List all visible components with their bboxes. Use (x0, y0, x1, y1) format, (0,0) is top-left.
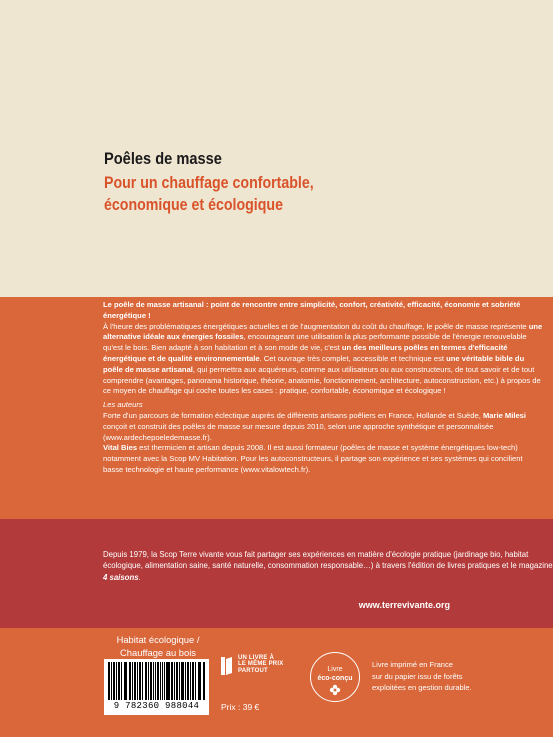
book-price-logo-icon (220, 656, 234, 676)
barcode-bars (108, 662, 205, 700)
prix-logo-line-3: PARTOUT (238, 667, 268, 674)
prix-logo-text (238, 655, 283, 674)
body-part: , qui permettra aux acquéreurs, comme aux utilisateurs ou aux constructeurs, de tout savoir et de tout comprendre (avantages, panorama historique, théorie, anatomie, fonctionnement, architecture, autoconstruction, etc.) à propos de ce moyen de chauffage qui coche toutes les cases : pratique, confortable, économique et écologique ! (103, 364, 541, 396)
subtitle-line-1: Pour un chauffage confortable, (104, 174, 314, 192)
barcode-bar (142, 662, 143, 700)
body-emphasis: une alternative idéale aux énergies fossiles (103, 321, 543, 342)
author-2-bio (103, 443, 543, 475)
description-lead: Le poêle de masse artisanal : point de rencontre entre simplicité, confort, créativité, efficacité, économie et sobriété énergétique ! (103, 300, 521, 320)
eco-statement-line-3: exploitées en gestion durable. (372, 683, 472, 692)
body-part: . Cet ouvrage très complet, accessible et technique est (259, 353, 447, 363)
barcode-bar (177, 662, 178, 700)
genre-line-1: Habitat écologique / (116, 634, 200, 645)
isbn-number: 9 782360 988044 (113, 701, 200, 711)
bio-part: est thermicien et artisan depuis 2008. Il est aussi formateur (poêles de masse et système énergétiques low-tech) notamment avec la Scop MV Habitation. Pour les autoconstructeurs, il partage son expérience et ses systèmes qui concilient basse technologie et haute performance (www.vitalowtech.fr). (103, 443, 523, 474)
prix-logo-line-2: LE MÊME PRIX (238, 661, 284, 668)
publisher-text-part: Depuis 1979, la Scop Terre vivante vous fait partager ses expériences en matière d'écologie pratique (jardinage bio, habitat écologique, alimentation saine, santé naturelle, consommation responsable…) à travers l'édition de livres pratiques et le magazine (103, 550, 553, 571)
book-price-logo (220, 654, 310, 694)
footer-section (0, 628, 553, 737)
author-2-name: Vital Bies (103, 443, 138, 453)
genre-label (100, 634, 216, 659)
author-1-bio (103, 411, 543, 443)
barcode-bar (111, 662, 112, 700)
description-text (103, 300, 543, 476)
author-1-name: Marie Milesi (482, 410, 527, 420)
book-subtitle (104, 172, 314, 216)
barcode-bar (116, 662, 117, 700)
book-price: Prix : 39 € (221, 702, 260, 712)
cover-top-section (0, 0, 553, 297)
barcode-bar (137, 662, 138, 700)
barcode-bar (162, 662, 163, 700)
description-section (0, 297, 553, 519)
barcode-bar (172, 662, 173, 700)
genre-line-2: Chauffage au bois (120, 646, 196, 658)
publisher-text (103, 549, 553, 583)
eco-statement-line-2: sur du papier issu de forêts (372, 671, 463, 681)
bio-part: Forte d'un parcours de formation éclectique auprès de différents artisans poêliers en France, Hollande et Suède, (103, 410, 483, 420)
publisher-section (0, 519, 553, 628)
barcode-bar (168, 662, 169, 700)
eco-flower-icon (329, 684, 341, 696)
prix-logo-line-1: UN LIVRE À (238, 655, 275, 661)
eco-badge-line-1: Livre (327, 666, 343, 673)
barcode-bar (132, 662, 133, 700)
eco-badge-line-2: éco-conçu (317, 675, 353, 682)
publisher-text-part: . (138, 572, 141, 582)
bio-part: conçoit et construit des poêles de masse sur mesure depuis 2010, selon une approche synthétique et personnalisée (www.ardechepoeledemasse.fr). (103, 421, 494, 442)
body-emphasis: un des meilleurs poêles en termes d'efficacité énergétique et de qualité environnementale (103, 343, 508, 363)
publisher-website[interactable]: www.terrevivante.org (358, 600, 450, 610)
barcode-bar (119, 662, 120, 700)
authors-heading: Les auteurs (103, 400, 143, 410)
book-title: Poêles de masse (104, 149, 222, 168)
body-part: À l'heure des problématiques énergétiques actuelles et de l'augmentation du coût du chauffage, le poêle de masse représente (103, 321, 529, 331)
eco-design-badge (310, 652, 360, 702)
eco-statement-line-1: Livre imprimé en France (372, 660, 453, 669)
description-body (103, 322, 543, 398)
isbn-barcode (104, 659, 209, 715)
barcode-bar (121, 662, 122, 700)
magazine-name: 4 saisons (103, 572, 139, 582)
eco-statement (372, 659, 472, 694)
barcode-bar (195, 662, 196, 700)
body-emphasis: une véritable bible du poêle de masse artisanal (103, 353, 525, 374)
barcode-bar (193, 662, 194, 700)
barcode-bar (200, 662, 201, 700)
body-part: , encourageant une utilisation la plus performante possible de l'énergie renouvelable qu'est le bois. Bien adapté à son habitation et à son mode de vie, c'est (103, 332, 527, 353)
subtitle-line-2: économique et écologique (104, 196, 283, 214)
